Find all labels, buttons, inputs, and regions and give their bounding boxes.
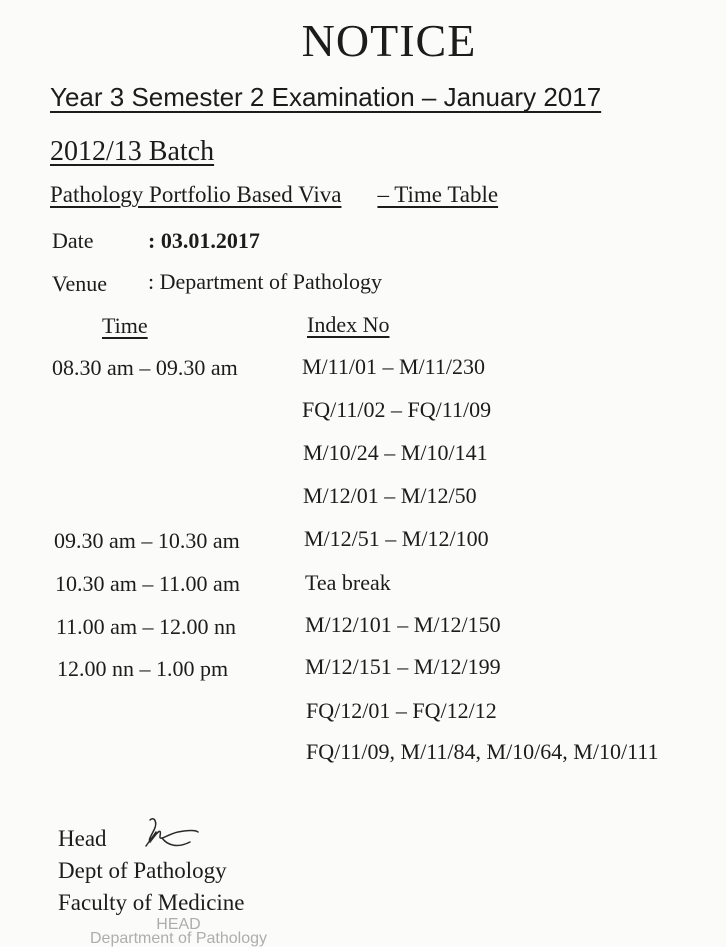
timetable-subtitle (50, 182, 498, 208)
signatory-department: Dept of Pathology (58, 858, 227, 883)
subtitle-main: Pathology Portfolio Based Viva (50, 182, 342, 207)
subtitle-suffix: – Time Table (377, 182, 499, 207)
date-value: : 03.01.2017 (148, 228, 260, 253)
batch-heading: 2012/13 Batch (50, 136, 215, 167)
row-6-time: 10.30 am – 11.00 am (55, 571, 240, 596)
notice-title: NOTICE (301, 15, 477, 66)
row-3-index: M/10/24 – M/10/141 (303, 440, 488, 465)
row-8-time: 12.00 nn – 1.00 pm (57, 656, 229, 681)
stamp-line-dept: Department of Pathology (90, 930, 267, 947)
row-7-time: 11.00 am – 12.00 nn (56, 614, 237, 639)
index-column-header: Index No (307, 312, 390, 337)
row-7-index: M/12/101 – M/12/150 (305, 612, 501, 637)
date-label: Date (52, 228, 94, 253)
stamp-line-head: HEAD (156, 916, 201, 933)
row-5-time: 09.30 am – 10.30 am (54, 528, 240, 553)
venue-label: Venue (52, 271, 107, 296)
row-5-index: M/12/51 – M/12/100 (304, 526, 489, 551)
row-10-index: FQ/11/09, M/11/84, M/10/64, M/10/111 (306, 739, 659, 764)
signatory-title: Head (58, 826, 107, 851)
time-column-header: Time (102, 313, 148, 338)
row-9-index: FQ/12/01 – FQ/12/12 (306, 698, 497, 723)
row-4-index: M/12/01 – M/12/50 (303, 483, 477, 508)
row-1-index: M/11/01 – M/11/230 (302, 354, 485, 379)
signatory-faculty: Faculty of Medicine (58, 890, 245, 915)
row-6-index: Tea break (305, 570, 391, 595)
signature-mark (138, 812, 204, 856)
row-2-index: FQ/11/02 – FQ/11/09 (302, 397, 492, 422)
row-1-time: 08.30 am – 09.30 am (52, 355, 238, 380)
venue-value: : Department of Pathology (148, 269, 383, 294)
row-8-index: M/12/151 – M/12/199 (305, 654, 501, 679)
exam-heading: Year 3 Semester 2 Examination – January 2017 (50, 82, 602, 112)
